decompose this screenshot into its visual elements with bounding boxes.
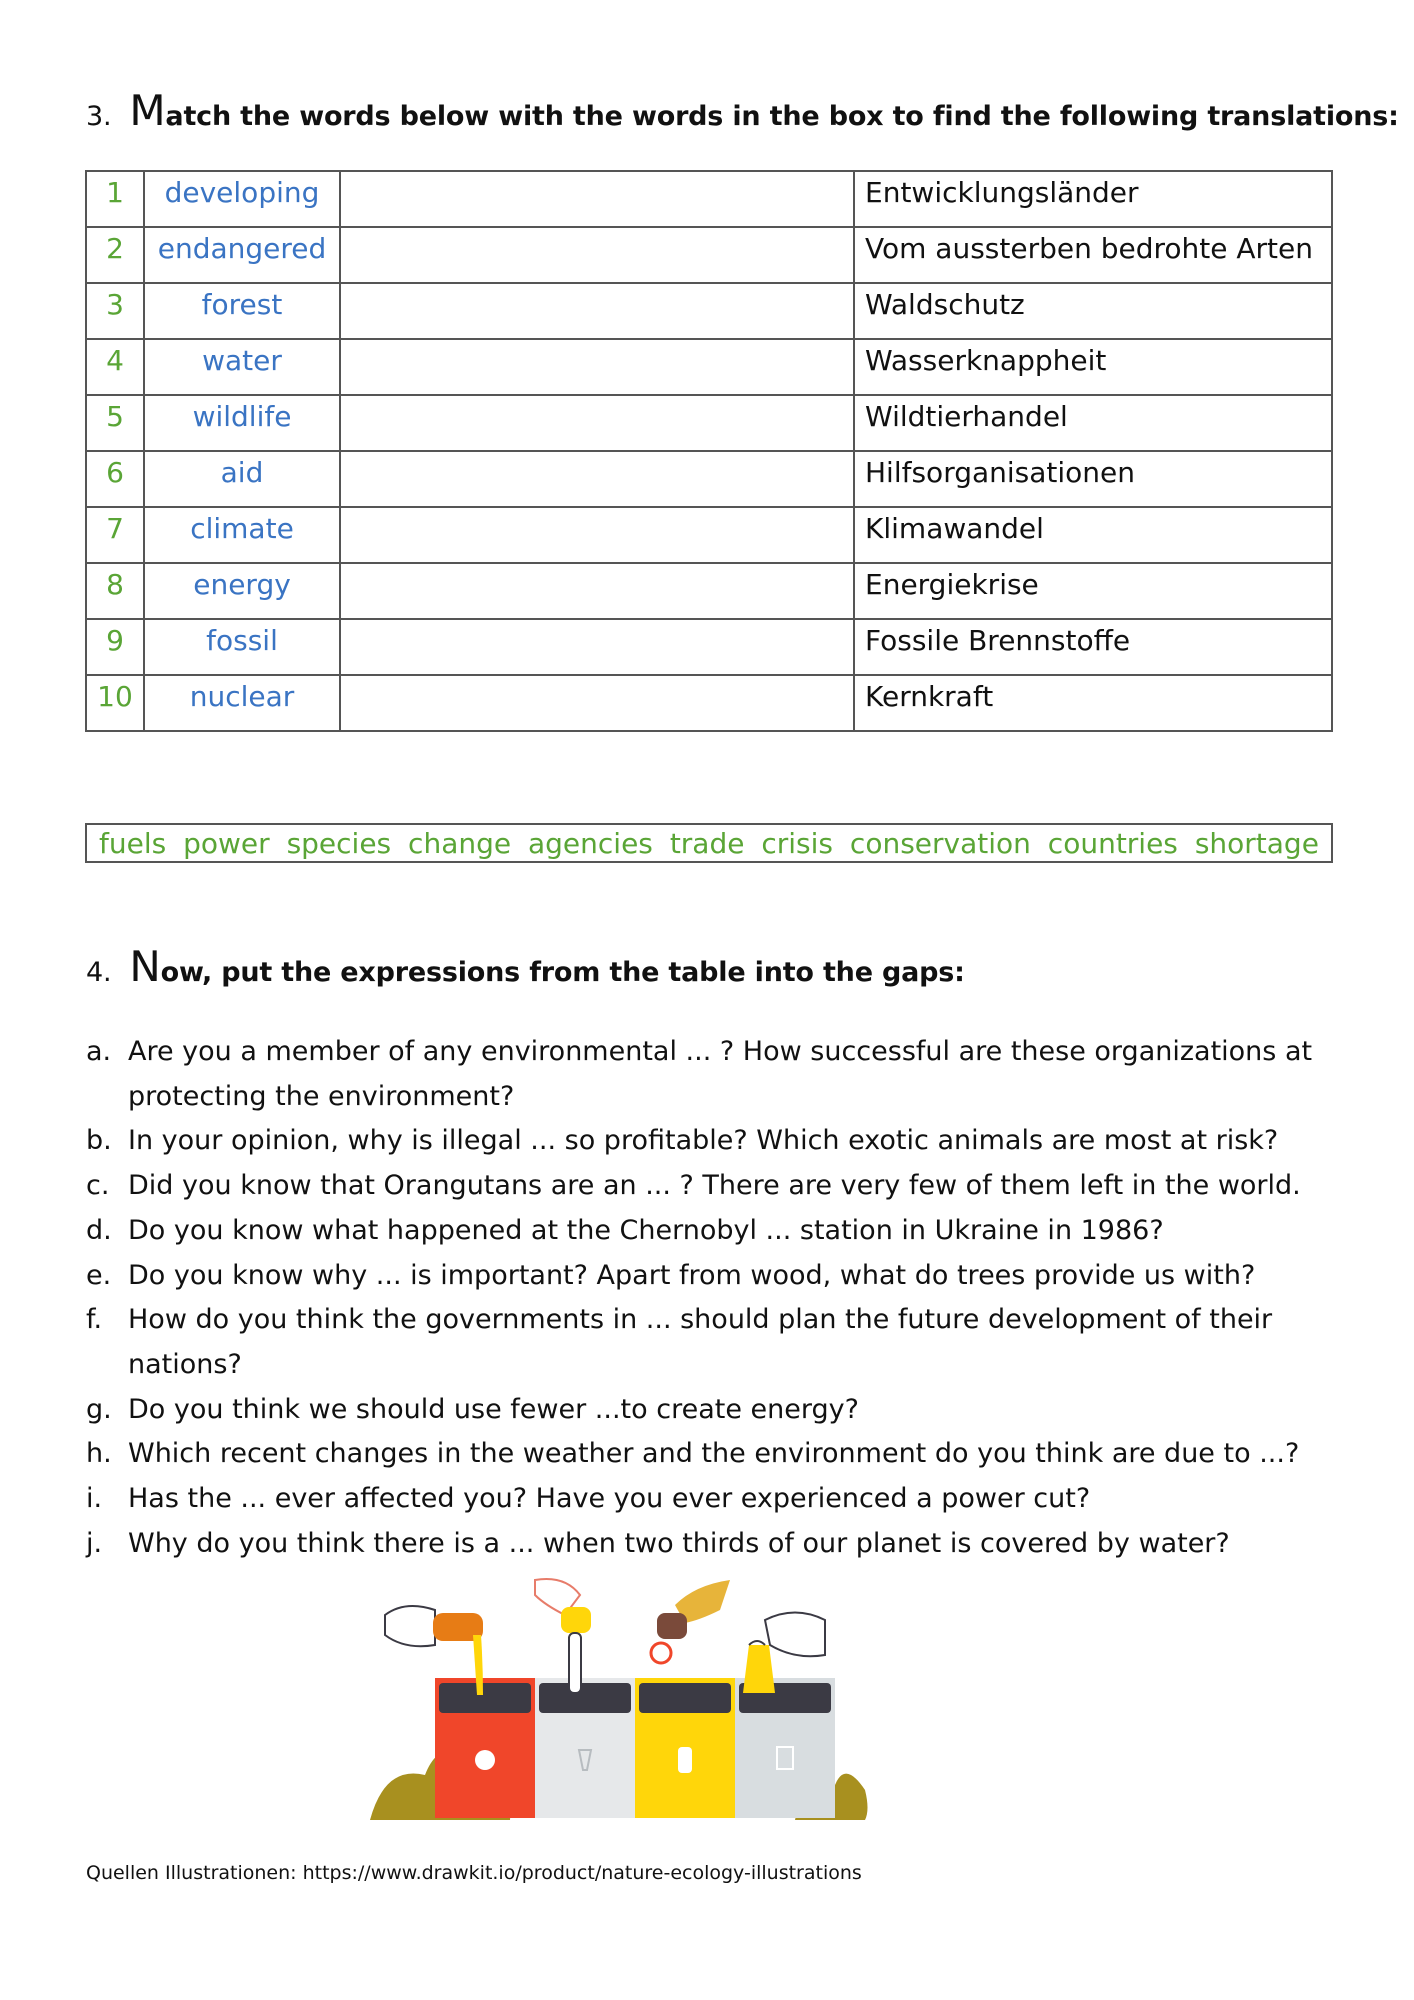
table-row (86, 563, 1332, 619)
word-box-item: change (408, 826, 512, 860)
translation-table (85, 170, 1333, 732)
question-label: e. (86, 1259, 112, 1291)
question-text: How do you think the governments in ... should plan the future development of their nations? (128, 1304, 1273, 1380)
table-row (86, 339, 1332, 395)
question-text: Do you know why ... is important? Apart from wood, what do trees provide us with? (128, 1259, 1256, 1291)
initial-letter: N (129, 942, 161, 991)
answer-blank-cell[interactable] (340, 563, 854, 619)
heading-text: ow, put the expressions from the table into the gaps: (160, 957, 965, 988)
question-text: In your opinion, why is illegal ... so profitable? Which exotic animals are most at risk? (128, 1125, 1279, 1157)
source-note: Quellen Illustrationen: https://www.drawkit.io/product/nature-ecology-illustrations (86, 1862, 862, 1884)
row-translation: Wasserknappheit (854, 339, 1332, 395)
section-3-heading (86, 86, 1399, 135)
answer-blank-cell[interactable] (340, 451, 854, 507)
row-translation: Klimawandel (854, 507, 1332, 563)
question-item (86, 1388, 1346, 1433)
row-word: nuclear (144, 675, 340, 731)
question-label: f. (86, 1304, 103, 1336)
row-word: aid (144, 451, 340, 507)
word-box-item: agencies (528, 826, 653, 860)
recycling-bins-illustration (365, 1575, 875, 1825)
row-number: 10 (86, 675, 144, 731)
row-translation: Energiekrise (854, 563, 1332, 619)
question-text: Do you know what happened at the Chernobyl ... station in Ukraine in 1986? (128, 1214, 1164, 1246)
row-number: 4 (86, 339, 144, 395)
answer-blank-cell[interactable] (340, 395, 854, 451)
question-item (86, 1209, 1346, 1254)
section-number: 4. (86, 957, 112, 988)
section-4-heading (86, 942, 965, 991)
row-number: 3 (86, 283, 144, 339)
table-row (86, 171, 1332, 227)
row-number: 7 (86, 507, 144, 563)
row-word: wildlife (144, 395, 340, 451)
row-number: 1 (86, 171, 144, 227)
hand-can (651, 1580, 730, 1663)
row-word: water (144, 339, 340, 395)
word-box-item: power (183, 826, 270, 860)
question-item (86, 1119, 1346, 1164)
row-translation: Fossile Brennstoffe (854, 619, 1332, 675)
question-text: Are you a member of any environmental ... ? How successful are these organizations at protecting the environment? (128, 1036, 1313, 1112)
question-text: Why do you think there is a ... when two thirds of our planet is covered by water? (128, 1527, 1230, 1559)
question-item (86, 1298, 1346, 1387)
row-translation: Vom aussterben bedrohte Arten (854, 227, 1332, 283)
table-row (86, 395, 1332, 451)
answer-blank-cell[interactable] (340, 507, 854, 563)
question-label: b. (86, 1125, 112, 1157)
row-number: 6 (86, 451, 144, 507)
row-word: endangered (144, 227, 340, 283)
row-number: 2 (86, 227, 144, 283)
question-label: a. (86, 1036, 112, 1067)
word-box-item: species (286, 826, 392, 860)
question-item (86, 1030, 1346, 1119)
row-number: 5 (86, 395, 144, 451)
word-box-item: shortage (1194, 826, 1319, 860)
question-label: h. (86, 1438, 112, 1470)
initial-letter: M (129, 86, 166, 135)
answer-blank-cell[interactable] (340, 339, 854, 395)
row-word: fossil (144, 619, 340, 675)
question-item (86, 1477, 1346, 1522)
question-item (86, 1432, 1346, 1477)
word-box-item: conservation (849, 826, 1031, 860)
question-label: d. (86, 1214, 112, 1246)
question-label: j. (86, 1527, 103, 1559)
row-translation: Waldschutz (854, 283, 1332, 339)
hand-bottle (535, 1579, 591, 1693)
question-item (86, 1254, 1346, 1299)
answer-blank-cell[interactable] (340, 227, 854, 283)
row-word: forest (144, 283, 340, 339)
table-row (86, 619, 1332, 675)
section-number: 3. (86, 101, 112, 132)
bin-grey (535, 1678, 635, 1818)
bin-light (735, 1678, 835, 1818)
heading-text: atch the words below with the words in the box to find the following translations: (165, 101, 1399, 132)
question-text: Which recent changes in the weather and the environment do you think are due to ...? (128, 1438, 1300, 1470)
word-box-item: fuels (99, 826, 167, 860)
table-row (86, 507, 1332, 563)
question-text: Has the ... ever affected you? Have you ever experienced a power cut? (128, 1483, 1091, 1515)
question-label: c. (86, 1170, 110, 1202)
row-translation: Hilfsorganisationen (854, 451, 1332, 507)
table-row (86, 675, 1332, 731)
question-label: i. (86, 1483, 103, 1515)
answer-blank-cell[interactable] (340, 171, 854, 227)
question-item (86, 1164, 1346, 1209)
question-list (86, 1030, 1346, 1566)
row-word: energy (144, 563, 340, 619)
word-box-item: trade (669, 826, 745, 860)
row-word: climate (144, 507, 340, 563)
row-word: developing (144, 171, 340, 227)
bin-yellow (635, 1678, 735, 1818)
question-item (86, 1522, 1346, 1567)
table-row (86, 227, 1332, 283)
answer-blank-cell[interactable] (340, 619, 854, 675)
word-box-item: countries (1047, 826, 1178, 860)
row-translation: Entwicklungsländer (854, 171, 1332, 227)
table-row (86, 451, 1332, 507)
question-label: g. (86, 1393, 112, 1425)
bin-red (435, 1678, 535, 1818)
word-box-item: crisis (761, 826, 834, 860)
question-text: Do you think we should use fewer ...to create energy? (128, 1393, 859, 1425)
row-number: 9 (86, 619, 144, 675)
row-translation: Wildtierhandel (854, 395, 1332, 451)
answer-blank-cell[interactable] (340, 283, 854, 339)
row-number: 8 (86, 563, 144, 619)
word-box (85, 823, 1333, 863)
table-row (86, 283, 1332, 339)
row-translation: Kernkraft (854, 675, 1332, 731)
question-text: Did you know that Orangutans are an ... ? There are very few of them left in the world. (128, 1170, 1301, 1202)
answer-blank-cell[interactable] (340, 675, 854, 731)
